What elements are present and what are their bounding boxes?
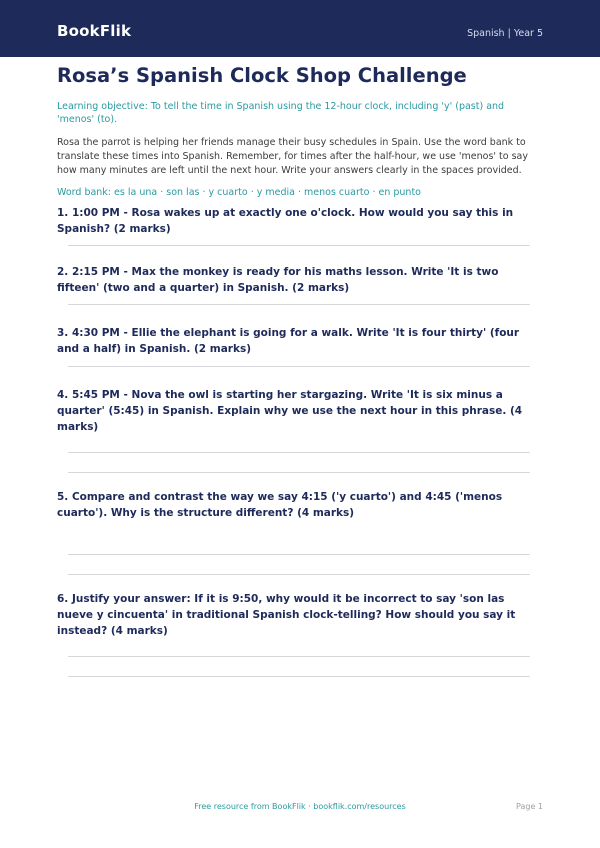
subject-year-label: Spanish | Year 5 bbox=[467, 28, 543, 39]
question-1: 1. 1:00 PM - Rosa wakes up at exactly one o'clock. How would you say this in Spanish? (2 marks) bbox=[57, 207, 514, 235]
answer-line[interactable] bbox=[68, 472, 530, 473]
answer-line[interactable] bbox=[68, 452, 530, 453]
answer-line[interactable] bbox=[68, 656, 530, 657]
question-3: 3. 4:30 PM - Ellie the elephant is going for a walk. Write 'It is four thirty' (four and a half) in Spanish. (2 marks) bbox=[57, 327, 520, 355]
question-2: 2. 2:15 PM - Max the monkey is ready for his maths lesson. Write 'It is two fifteen' (two and a quarter) in Spanish. (2 marks) bbox=[57, 266, 499, 294]
question-4: 4. 5:45 PM - Nova the owl is starting her stargazing. Write 'It is six minus a quarter' (5:45) in Spanish. Explain why we use the next hour in this phrase. (4 marks) bbox=[57, 389, 523, 433]
word-bank: Word bank: es la una · son las · y cuarto · y media · menos cuarto · en punto bbox=[57, 187, 421, 198]
question-5: 5. Compare and contrast the way we say 4:15 ('y cuarto') and 4:45 ('menos cuarto'). Why is the structure different? (4 marks) bbox=[57, 491, 503, 519]
answer-line[interactable] bbox=[68, 574, 530, 575]
intro-text: Rosa the parrot is helping her friends manage their busy schedules in Spain. Use the word bank to translate these times into Spanish. Remember, for times after the half-hour, we use 'menos' to say how many minutes are left until the next hour. Write your answers clearly in the spaces provided. bbox=[57, 137, 528, 176]
footer-resource-link[interactable]: Free resource from BookFlik · bookflik.com/resources bbox=[194, 802, 406, 811]
learning-objective: Learning objective: To tell the time in Spanish using the 12-hour clock, including 'y' (past) and 'menos' (to). bbox=[57, 101, 505, 125]
question-6: 6. Justify your answer: If it is 9:50, why would it be incorrect to say 'son las nueve y cincuenta' in traditional Spanish clock-telling? How should you say it instead? (4 marks) bbox=[57, 593, 516, 637]
worksheet-intro bbox=[57, 64, 543, 199]
answer-line[interactable] bbox=[68, 245, 530, 246]
brand-logo[interactable]: BookFlik bbox=[57, 22, 132, 40]
answer-line[interactable] bbox=[68, 304, 530, 305]
page-number: Page 1 bbox=[516, 802, 543, 811]
answer-line[interactable] bbox=[68, 554, 530, 555]
answer-line[interactable] bbox=[68, 366, 530, 367]
page-header bbox=[0, 0, 600, 57]
page-title: Rosa’s Spanish Clock Shop Challenge bbox=[57, 64, 467, 87]
answer-line[interactable] bbox=[68, 676, 530, 677]
